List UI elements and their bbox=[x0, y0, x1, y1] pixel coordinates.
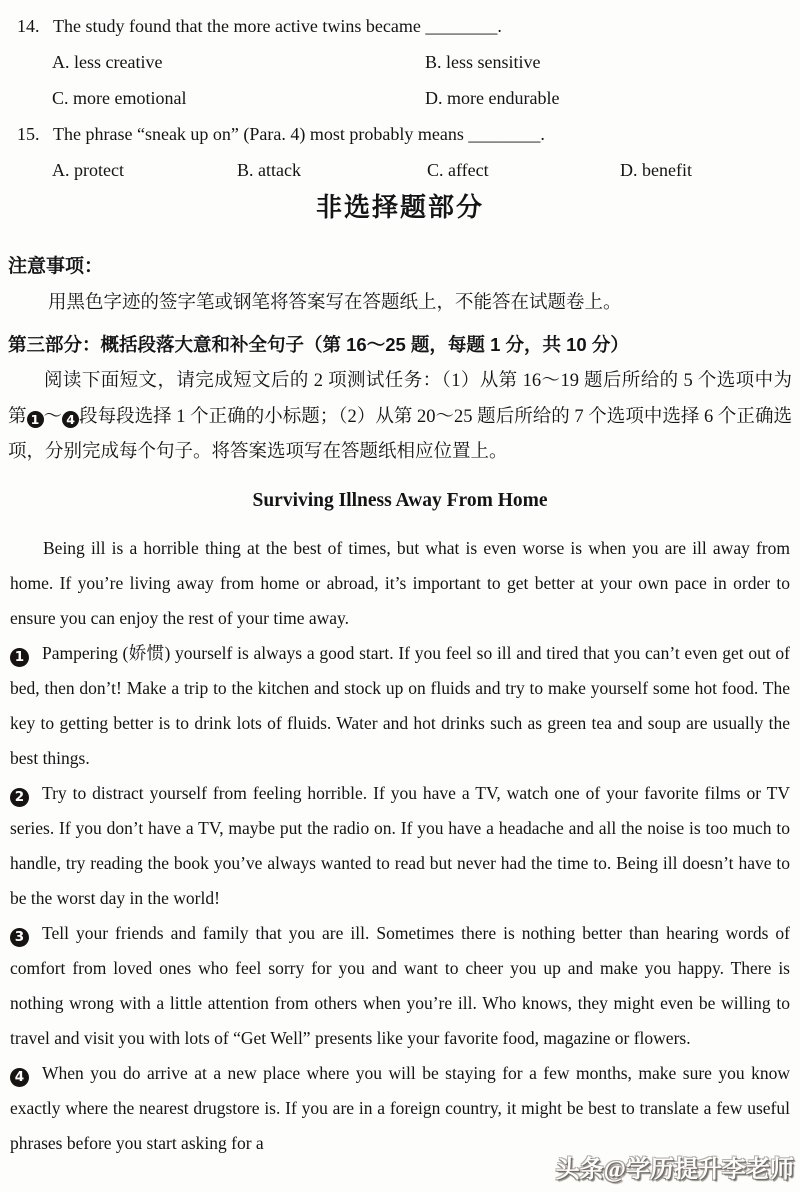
question-15-options bbox=[17, 152, 790, 188]
part3-tilde: ～ bbox=[43, 406, 63, 427]
question-15-number: 15. bbox=[17, 124, 40, 144]
article-intro-paragraph: Being ill is a horrible thing at the best of times, but what is even worse is when you are ill away from home. If you’re living away from home or abroad, it’s important to get better at your own pace in order to ensure you can enjoy the rest of your time away. bbox=[10, 537, 790, 628]
paragraph-3-circled-number-icon: 3 bbox=[10, 928, 29, 947]
question-15-text: The phrase “sneak up on” (Para. 4) most probably means ________. bbox=[53, 124, 545, 144]
article-paragraph-4 bbox=[10, 1056, 790, 1161]
question-15-option-a: A. protect bbox=[52, 160, 124, 180]
paragraph-1-text: Pampering (娇惯) yourself is always a good start. If you feel so ill and tired that you can’t even get out of bed, then don’t! Make a trip to the kitchen and stock up on fluids and try to make yourself some hot food. The key to getting better is to drink lots of fluids. Water and hot drinks such as green tea and soup are usually the best things. bbox=[10, 642, 790, 768]
circled-1-icon: 1 bbox=[27, 411, 44, 428]
part3-instructions-part2: 段每段选择 1 个正确的小标题；（2）从第 20～25 题后所给的 7 个选项中选择 6 个正确选项，分别完成每个句子。将答案选项写在答题纸相应位置上。 bbox=[8, 406, 792, 462]
watermark: 头条@学历提升李老师 bbox=[555, 1157, 794, 1183]
question-14 bbox=[17, 8, 790, 116]
article-paragraph-2 bbox=[10, 776, 790, 916]
question-15-option-b: B. attack bbox=[237, 160, 301, 180]
question-15-option-c: C. affect bbox=[427, 160, 489, 180]
circled-4-icon: 4 bbox=[62, 411, 79, 428]
part3-instructions bbox=[8, 364, 792, 471]
question-15-stem bbox=[17, 116, 790, 152]
question-14-text: The study found that the more active twins became ________. bbox=[53, 16, 502, 36]
question-15 bbox=[17, 116, 790, 188]
article-paragraph-1 bbox=[10, 636, 790, 776]
question-14-option-a: A. less creative bbox=[52, 52, 163, 72]
notes-label: 注意事项： bbox=[8, 256, 104, 277]
question-14-options bbox=[17, 44, 790, 116]
paragraph-1-circled-number-icon: 1 bbox=[10, 648, 29, 667]
question-14-option-c: C. more emotional bbox=[52, 88, 187, 108]
paragraph-4-circled-number-icon: 4 bbox=[10, 1068, 29, 1087]
notes-text: 用黑色字迹的签字笔或钢笔将答案写在答题纸上，不能答在试题卷上。 bbox=[48, 293, 622, 313]
question-15-option-d: D. benefit bbox=[620, 160, 692, 180]
multiple-choice-section bbox=[0, 0, 800, 188]
part3-heading: 第三部分：概括段落大意和补全句子（第 16～25 题，每题 1 分，共 10 分） bbox=[8, 334, 629, 355]
part3-instructions-part1: 阅读下面短文，请完成短文后的 2 项测试任务：（1）从第 16～19 题后所给的 5 个选项中为第 bbox=[8, 371, 792, 427]
paragraph-3-text: Tell your friends and family that you are ill. Sometimes there is nothing better than hearing words of comfort from loved ones who feel sorry for you and want to cheer you up and make you happy. There is nothing wrong with a little attention from others when you’re ill. Who knows, they might even be willing to travel and visit you with lots of “Get Well” presents like your favorite food, magazine or flowers. bbox=[10, 922, 790, 1048]
question-14-number: 14. bbox=[17, 16, 40, 36]
paragraph-2-circled-number-icon: 2 bbox=[10, 788, 29, 807]
question-14-stem bbox=[17, 8, 790, 44]
question-14-option-d: D. more endurable bbox=[425, 88, 560, 108]
article-body bbox=[10, 531, 790, 1161]
paragraph-4-text: When you do arrive at a new place where you will be staying for a few months, make sure you know exactly where the nearest drugstore is. If you are in a foreign country, it might be best to translate a few useful phrases before you start asking for a bbox=[10, 1062, 790, 1153]
section-header: 非选择题部分 bbox=[315, 192, 484, 222]
article-title: Surviving Illness Away From Home bbox=[252, 489, 548, 511]
paragraph-2-text: Try to distract yourself from feeling horrible. If you have a TV, watch one of your favorite films or TV series. If you don’t have a TV, maybe put the radio on. If you have a headache and all the noise is too much to handle, try reading the book you’ve always wanted to read but never had the time to. Being ill doesn’t have to be the worst day in the world! bbox=[10, 782, 790, 908]
question-14-option-b: B. less sensitive bbox=[425, 52, 541, 72]
article-paragraph-3 bbox=[10, 916, 790, 1056]
